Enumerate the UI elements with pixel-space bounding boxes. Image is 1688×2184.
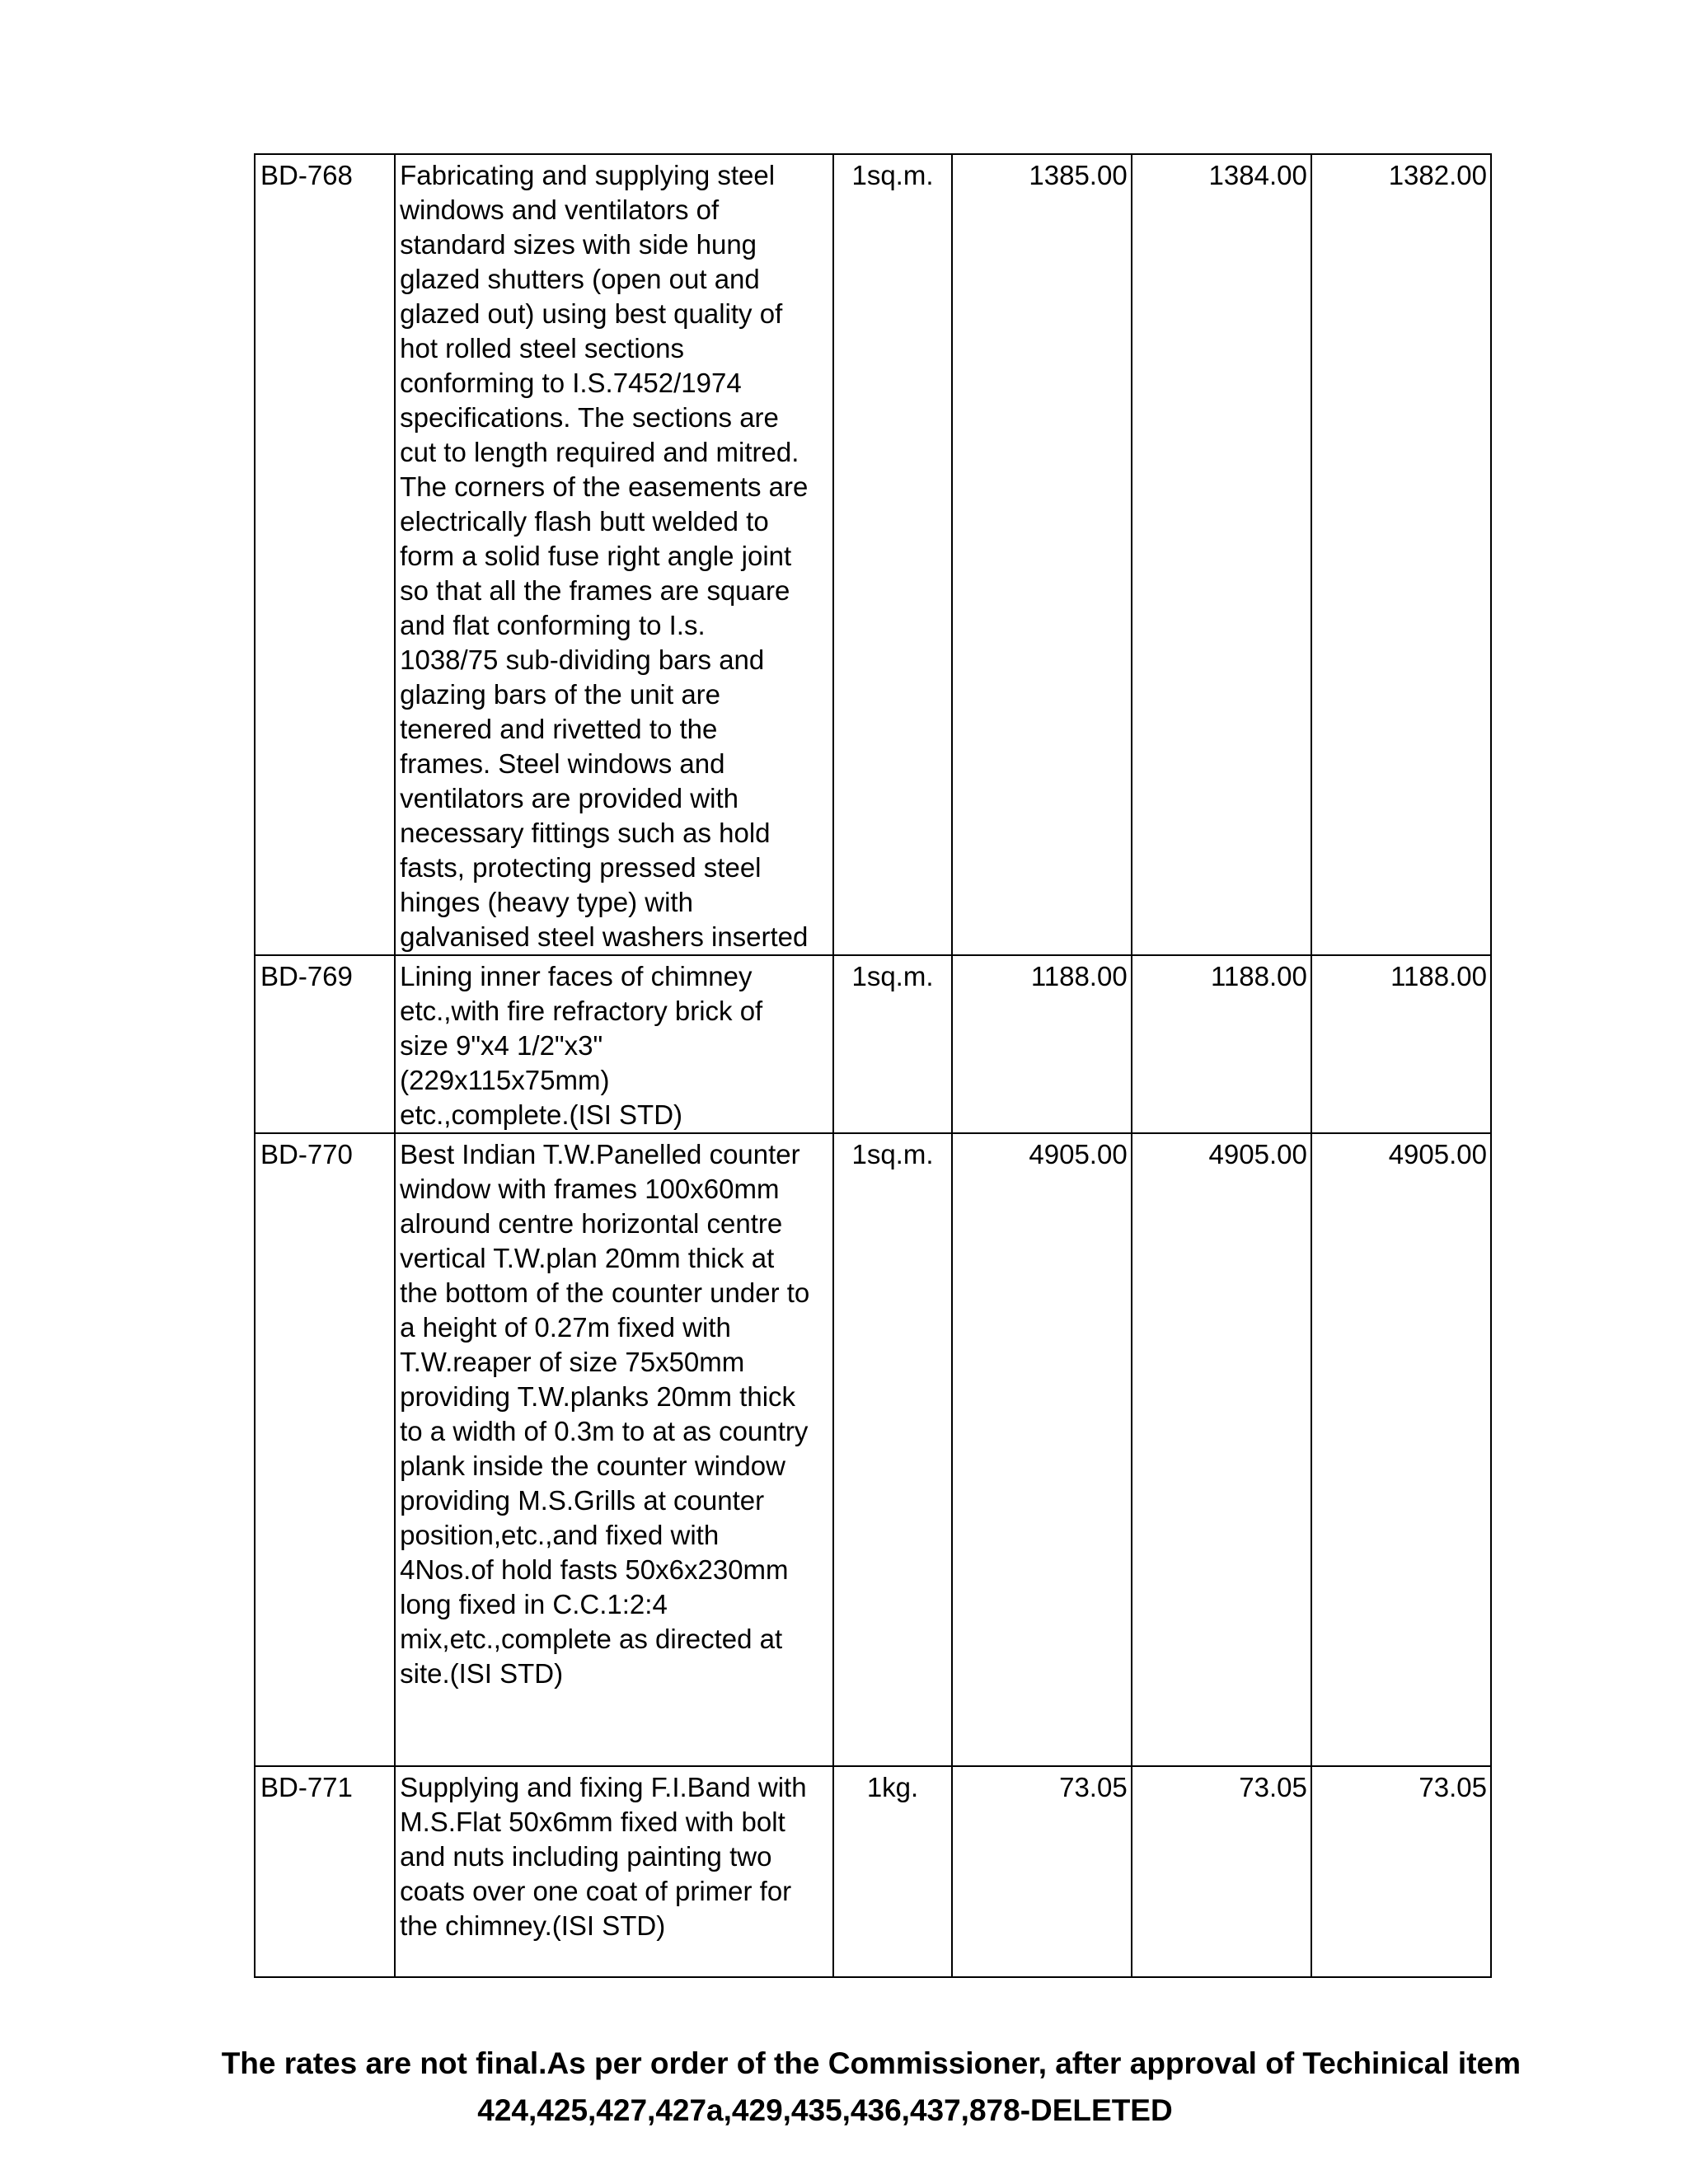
item-description: Best Indian T.W.Panelled counter window with frames 100x60mm alround centre horizontal centre vertical T.W.plan 20mm thick at the bottom of the counter under to a height of 0.27m fixed with T.W.reaper of size 75x50mm providing T.W.planks 20mm thick to a width of 0.3m to at as country plank inside the counter window providing M.S.Grills at counter position,etc.,and fixed with 4Nos.of hold fasts 50x6x230mm long fixed in C.C.1:2:4 mix,etc.,complete as directed at site.(ISI STD) bbox=[395, 1133, 833, 1766]
item-rate-1: 73.05 bbox=[952, 1766, 1132, 1977]
item-rate-2: 4905.00 bbox=[1132, 1133, 1311, 1766]
rate-table bbox=[254, 153, 1492, 1978]
item-rate-3: 4905.00 bbox=[1311, 1133, 1491, 1766]
item-unit: 1sq.m. bbox=[833, 955, 951, 1133]
item-rate-3: 73.05 bbox=[1311, 1766, 1491, 1977]
item-rate-2: 73.05 bbox=[1132, 1766, 1311, 1977]
item-code: BD-769 bbox=[255, 955, 395, 1133]
item-rate-1: 4905.00 bbox=[952, 1133, 1132, 1766]
table-row bbox=[255, 1766, 1491, 1977]
table-row bbox=[255, 955, 1491, 1133]
item-unit: 1sq.m. bbox=[833, 154, 951, 955]
item-unit: 1sq.m. bbox=[833, 1133, 951, 1766]
footer-note-line-1: The rates are not final.As per order of the Commissioner, after approval of Techinical item bbox=[221, 2046, 1521, 2080]
item-description: Lining inner faces of chimney etc.,with fire refractory brick of size 9"x4 1/2"x3" (229x115x75mm) etc.,complete.(ISI STD) bbox=[395, 955, 833, 1133]
footer-note-line-2: 424,425,427,427a,429,435,436,437,878-DELETED bbox=[477, 2093, 1173, 2127]
item-rate-1: 1385.00 bbox=[952, 154, 1132, 955]
item-rate-3: 1382.00 bbox=[1311, 154, 1491, 955]
item-rate-3: 1188.00 bbox=[1311, 955, 1491, 1133]
item-code: BD-771 bbox=[255, 1766, 395, 1977]
item-rate-2: 1188.00 bbox=[1132, 955, 1311, 1133]
item-description: Supplying and fixing F.I.Band with M.S.Flat 50x6mm fixed with bolt and nuts including painting two coats over one coat of primer for the chimney.(ISI STD) bbox=[395, 1766, 833, 1977]
item-code: BD-768 bbox=[255, 154, 395, 955]
item-rate-1: 1188.00 bbox=[952, 955, 1132, 1133]
item-rate-2: 1384.00 bbox=[1132, 154, 1311, 955]
table-row bbox=[255, 1133, 1491, 1766]
footer-note-wrap bbox=[0, 2046, 1688, 2088]
table-row bbox=[255, 154, 1491, 955]
item-unit: 1kg. bbox=[833, 1766, 951, 1977]
item-code: BD-770 bbox=[255, 1133, 395, 1766]
item-description: Fabricating and supplying steel windows and ventilators of standard sizes with side hung glazed shutters (open out and glazed out) using best quality of hot rolled steel sections conforming to I.S.7452/1974 specifications. The sections are cut to length required and mitred. The corners of the easements are electrically flash butt welded to form a solid fuse right angle joint so that all the frames are square and flat conforming to I.s. 1038/75 sub-dividing bars and glazing bars of the unit are tenered and rivetted to the frames. Steel windows and ventilators are provided with necessary fittings such as hold fasts, protecting pressed steel hinges (heavy type) with galvanised steel washers inserted bbox=[395, 154, 833, 955]
